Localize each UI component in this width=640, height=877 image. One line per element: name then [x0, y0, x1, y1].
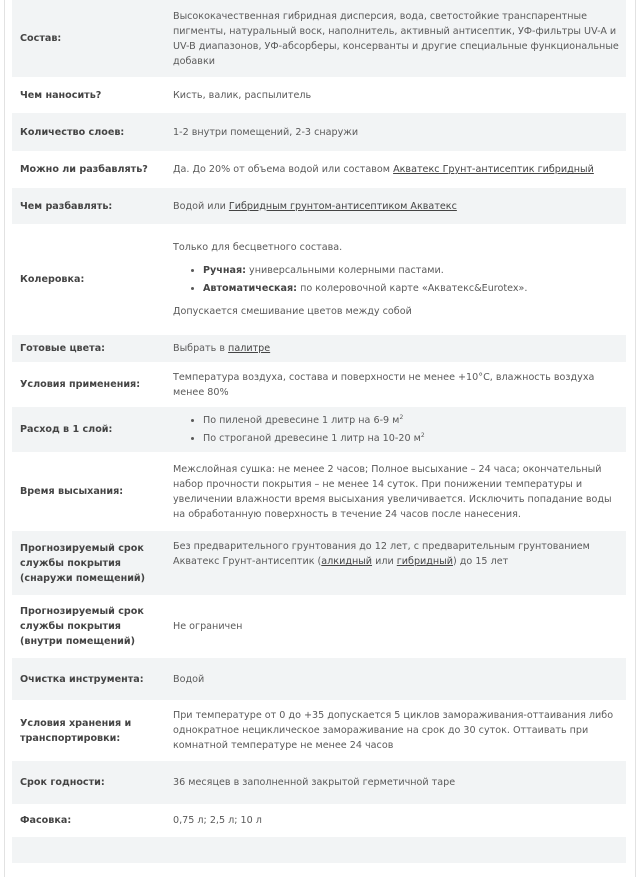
list-item: • Автоматическая: по колеровочной карте «Акватекс&Eurotex».: [203, 281, 620, 296]
list-item: • По пиленой древесине 1 литр на 6-9 $м^2$: [203, 413, 620, 428]
row-label: Прогнозируемый срок службы покрытия (внутри помещений): [20, 606, 144, 647]
row-label: Фасовка:: [20, 815, 72, 826]
tint-list: [173, 263, 620, 296]
row-value: 1-2 внутри помещений, 2-3 снаружи: [167, 113, 626, 151]
row-label: Срок годности:: [12, 761, 167, 804]
row-value: При температуре от 0 до +35 допускается 5 циклов замораживания-оттаивания либо однократное нециклическое замораживание на срок до 30 суток. Оттаивать при комнатной температуре не менее 24 часов: [173, 710, 614, 751]
row-value: Высококачественная гибридная дисперсия, вода, светостойкие транспарентные пигменты, натуральный воск, наполнитель, активный антисептик, УФ-фильтры UV-A и UV-B диапазонов, УФ-абсорберы, консерванты и другие специальные функциональные добавки: [167, 0, 626, 77]
row-value: 36 месяцев в заполненной закрытой герметичной таре: [167, 761, 626, 804]
row-value: Да. До 20% от объема водой или составом Акватекс Грунт-антисептик гибридный: [173, 164, 594, 175]
primer-hybrid-link[interactable]: Акватекс Грунт-антисептик гибридный: [393, 164, 594, 175]
table-row: [12, 0, 626, 77]
table-row: [12, 761, 626, 804]
consumption-list: [173, 413, 620, 446]
row-value: [167, 407, 626, 452]
hybrid-primer-link[interactable]: Гибридным грунтом-антисептиком Акватекс: [228, 200, 457, 212]
row-label: Очистка инструмента:: [12, 658, 167, 700]
row-value: Водой: [167, 658, 626, 700]
row-label: Чем наносить?: [20, 89, 102, 101]
palette-link[interactable]: палитре: [228, 343, 271, 354]
row-value: Кисть, валик, распылитель: [173, 89, 312, 101]
row-value: Температура воздуха, состава и поверхности не менее +10°С, влажность воздуха менее 80%: [173, 371, 595, 398]
table-row: [12, 407, 626, 452]
table-row: [12, 595, 626, 658]
row-value: Выбрать в палитре: [167, 335, 626, 362]
row-value: Без предварительного грунтования до 12 лет, с предварительным грунтованием Акватекс Грунт-антисептик (алкидный или гибридный) до 15 лет: [167, 531, 626, 595]
table-row: [12, 224, 626, 335]
row-value: Водой или Гибридным грунтом-антисептиком Акватекс: [167, 188, 626, 224]
list-item: • По строганой древесине 1 литр на 10-20 $м^2$: [203, 431, 620, 446]
table-row: [12, 362, 626, 407]
row-value: Межслойная сушка: не менее 2 часов; Полное высыхание – 24 часа; окончательный набор прочности покрытия – не менее 14 суток. При понижении температуры и увеличении влажности время высыхания увеличивается. Исключить попадание воды на обработанную поверхность в течение 24 часов после нанесения.: [173, 463, 612, 520]
tint-intro: Только для бесцветного состава.: [173, 242, 343, 253]
hybrid-link[interactable]: гибридный: [396, 556, 453, 567]
row-label: Расход в 1 слой:: [12, 407, 167, 452]
row-label: Можно ли разбавлять?: [20, 164, 148, 175]
row-label: Готовые цвета:: [12, 335, 167, 362]
table-row: [12, 151, 626, 188]
row-value: 0,75 л; 2,5 л; 10 л: [173, 815, 262, 826]
row-label: Условия хранения и транспортировки:: [20, 717, 132, 744]
row-label: Время высыхания:: [20, 486, 124, 497]
table-row: [12, 113, 626, 151]
table-row-tail: [12, 837, 626, 863]
table-row: [12, 804, 626, 837]
specs-table: [12, 0, 626, 863]
row-value: [167, 224, 626, 335]
tint-outro: Допускается смешивание цветов между собой: [173, 306, 412, 317]
table-row: [12, 188, 626, 224]
row-label: Чем разбавлять:: [12, 188, 167, 224]
row-label: Прогнозируемый срок службы покрытия (снаружи помещений): [12, 531, 167, 595]
row-label: Состав:: [12, 0, 167, 77]
table-row: [12, 531, 626, 595]
row-label: Колеровка:: [20, 274, 85, 285]
table-row: [12, 77, 626, 113]
row-label: Количество слоев:: [12, 113, 167, 151]
table-row: [12, 452, 626, 531]
list-item: • Ручная: универсальными колерными пастами.: [203, 263, 620, 278]
row-value: Не ограничен: [173, 621, 243, 632]
row-label: Условия применения:: [20, 379, 141, 390]
table-row: [12, 335, 626, 362]
table-row: [12, 700, 626, 761]
alkyd-link[interactable]: алкидный: [321, 556, 373, 567]
table-row: [12, 658, 626, 700]
